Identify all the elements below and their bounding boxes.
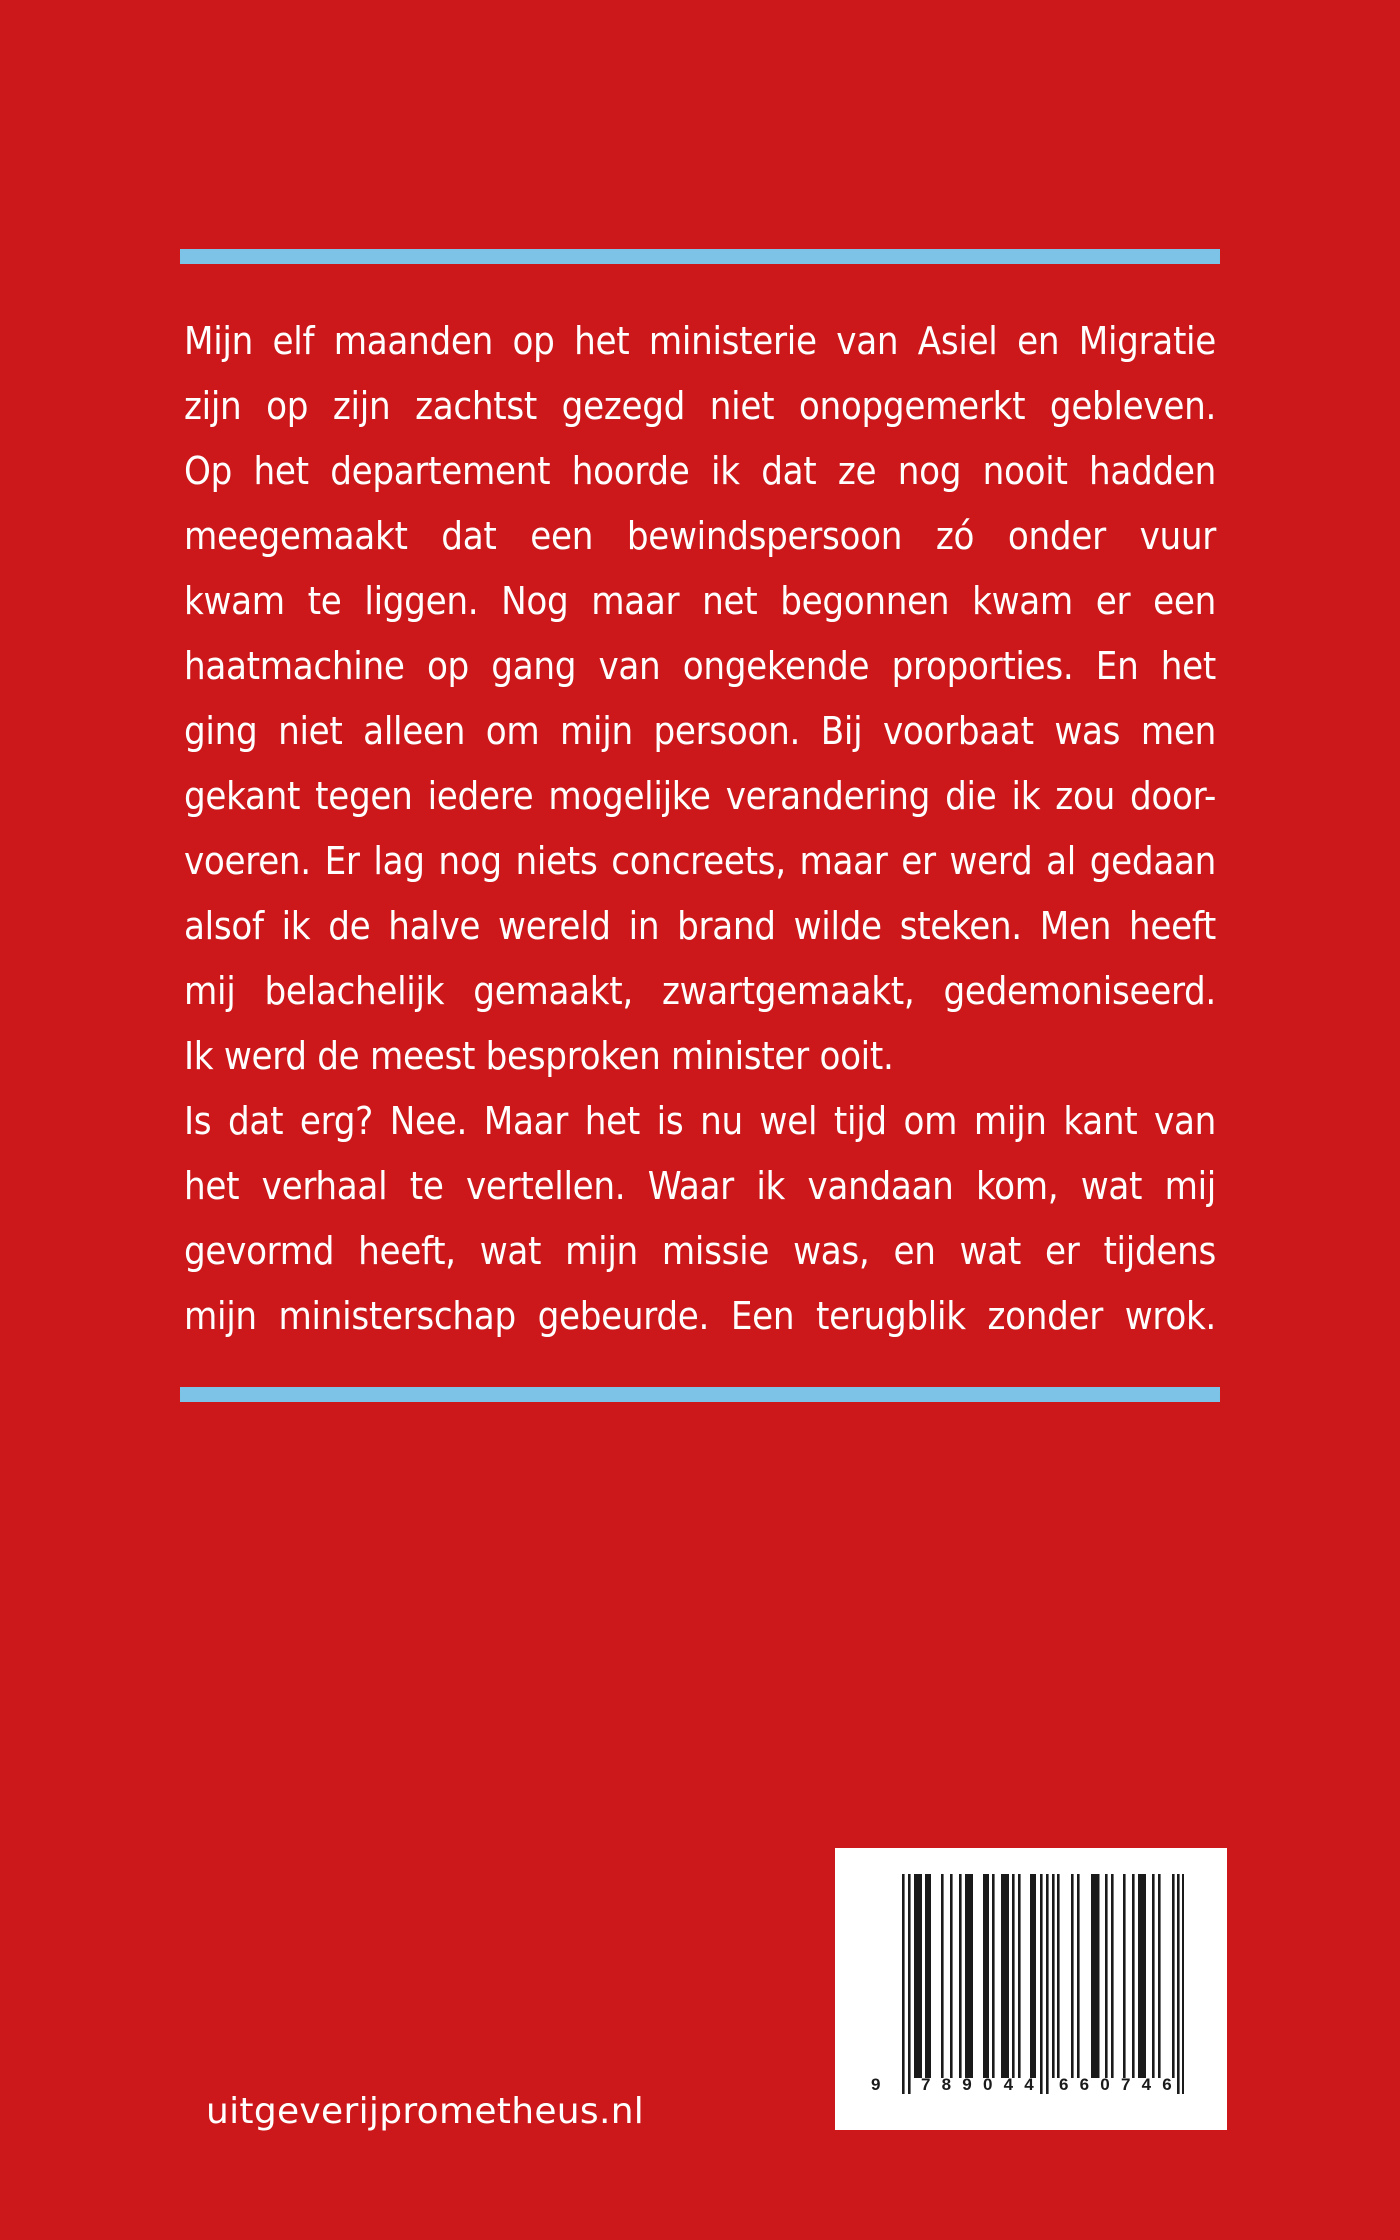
blurb-line: ging niet alleen om mijn persoon. Bij voorbaat was men <box>184 709 1216 753</box>
top-rule <box>180 249 1220 264</box>
isbn-left-digits: 789044 <box>921 2075 1045 2094</box>
blurb-line: Mijn elf maanden op het ministerie van Asiel en Migratie <box>184 319 1216 363</box>
blurb-line: zijn op zijn zachtst gezegd niet onopgemerkt gebleven. <box>184 384 1216 428</box>
blurb-line: Ik werd de meest besproken minister ooit. <box>184 1034 894 1078</box>
isbn-right-digits: 660746 <box>1059 2075 1183 2094</box>
blurb-line: Is dat erg? Nee. Maar het is nu wel tijd om mijn kant van <box>184 1099 1216 1143</box>
back-cover-blurb <box>184 309 1216 1349</box>
blurb-line: gekant tegen iedere mogelijke verandering die ik zou door- <box>184 774 1216 818</box>
blurb-line: haatmachine op gang van ongekende proporties. En het <box>184 644 1216 688</box>
blurb-line: kwam te liggen. Nog maar net begonnen kwam er een <box>184 579 1216 623</box>
blurb-line: Op het departement hoorde ik dat ze nog nooit hadden <box>184 449 1216 493</box>
isbn-barcode <box>835 1848 1227 2130</box>
barcode-icon <box>902 1874 1184 2094</box>
isbn-digits <box>871 2074 1191 2104</box>
blurb-line: alsof ik de halve wereld in brand wilde steken. Men heeft <box>184 904 1216 948</box>
isbn-lead-digit: 9 <box>871 2075 881 2094</box>
blurb-line: mij belachelijk gemaakt, zwartgemaakt, gedemoniseerd. <box>184 969 1216 1013</box>
bottom-rule <box>180 1387 1220 1402</box>
blurb-line: mijn ministerschap gebeurde. Een terugblik zonder wrok. <box>184 1294 1216 1338</box>
blurb-line: het verhaal te vertellen. Waar ik vandaan kom, wat mij <box>184 1164 1216 1208</box>
blurb-line: meegemaakt dat een bewindspersoon zó onder vuur <box>184 514 1216 558</box>
blurb-line: voeren. Er lag nog niets concreets, maar er werd al gedaan <box>184 839 1216 883</box>
blurb-line: gevormd heeft, wat mijn missie was, en wat er tijdens <box>184 1229 1216 1273</box>
publisher-url[interactable]: uitgeverijprometheus.nl <box>206 2091 645 2132</box>
